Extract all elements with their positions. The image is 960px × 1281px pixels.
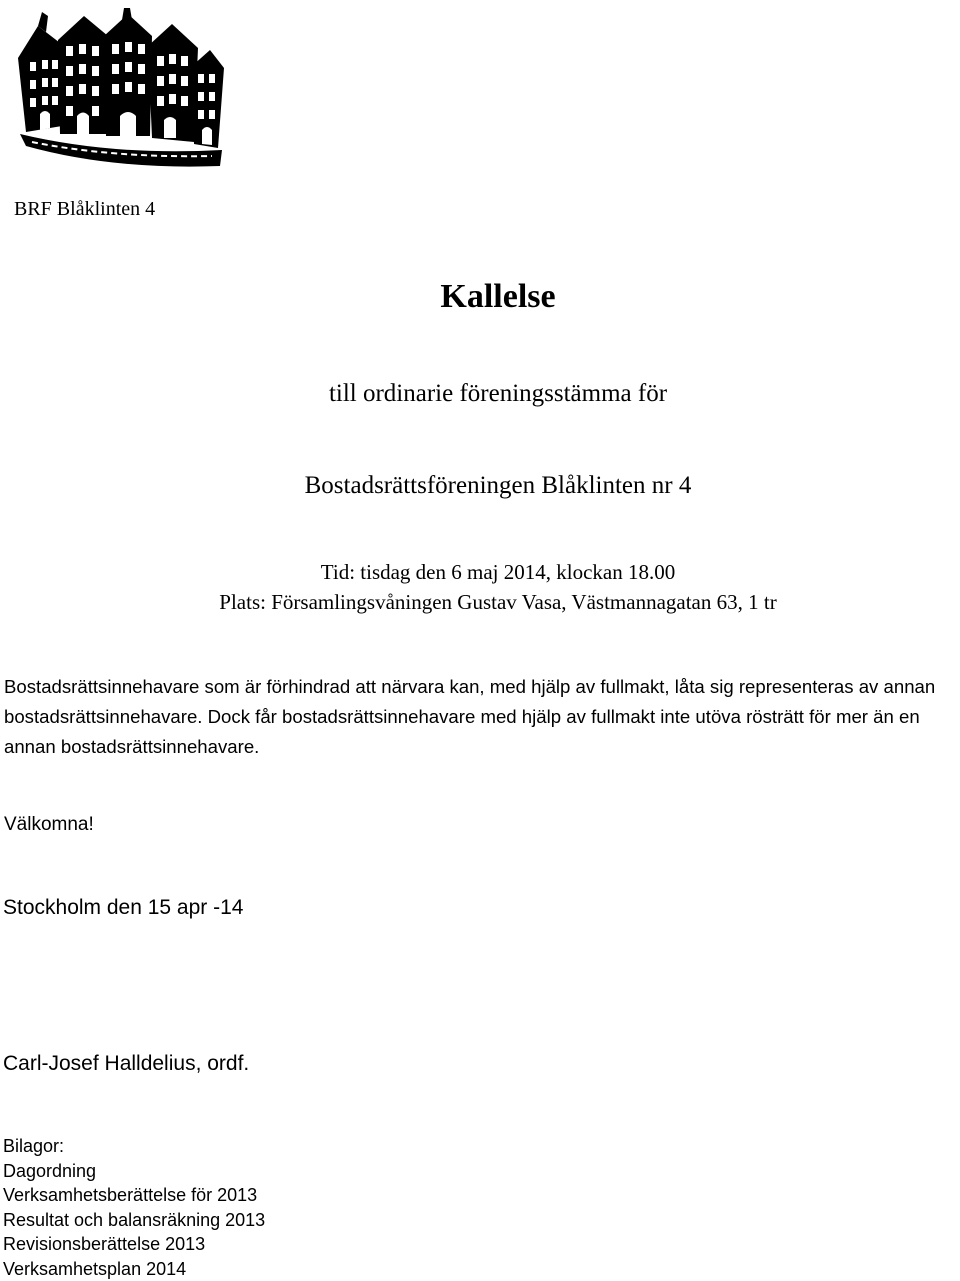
meeting-time: Tid: tisdag den 6 maj 2014, klockan 18.00 — [320, 560, 676, 584]
proxy-information-paragraph: Bostadsrättsinnehavare som är förhindrad att närvara kan, med hjälp av fullmakt, låta sig representeras av annan bostadsrättsinnehavare. Dock får bostadsrättsinnehavare med hjälp av fullmakt inte utöva rösträtt för mer än en annan bostadsrättsinnehavare. — [4, 676, 936, 757]
subtitle: till ordinarie föreningsstämma för — [328, 380, 668, 407]
date-line: Stockholm den 15 apr -14 — [3, 896, 244, 919]
meeting-place: Plats: Församlingsvåningen Gustav Vasa, Västmannagatan 63, 1 tr — [219, 590, 777, 614]
attachments-list — [3, 1134, 265, 1281]
attachments-heading: Bilagor: — [3, 1136, 65, 1156]
attachment-item: Dagordning — [3, 1160, 97, 1181]
attachment-item: Verksamhetsplan 2014 — [3, 1258, 187, 1279]
page-title: Kallelse — [440, 278, 556, 315]
signer-name: Carl-Josef Halldelius, ordf. — [3, 1052, 250, 1075]
welcome-text: Välkomna! — [4, 814, 94, 835]
attachment-item: Verksamhetsberättelse för 2013 — [3, 1185, 258, 1205]
houses-row-logo-icon — [12, 6, 228, 172]
attachment-item: Resultat och balansräkning 2013 — [3, 1209, 266, 1230]
attachment-item: Revisionsberättelse 2013 — [3, 1234, 206, 1254]
association-name: Bostadsrättsföreningen Blåklinten nr 4 — [304, 472, 692, 499]
organization-name: BRF Blåklinten 4 — [14, 198, 156, 220]
